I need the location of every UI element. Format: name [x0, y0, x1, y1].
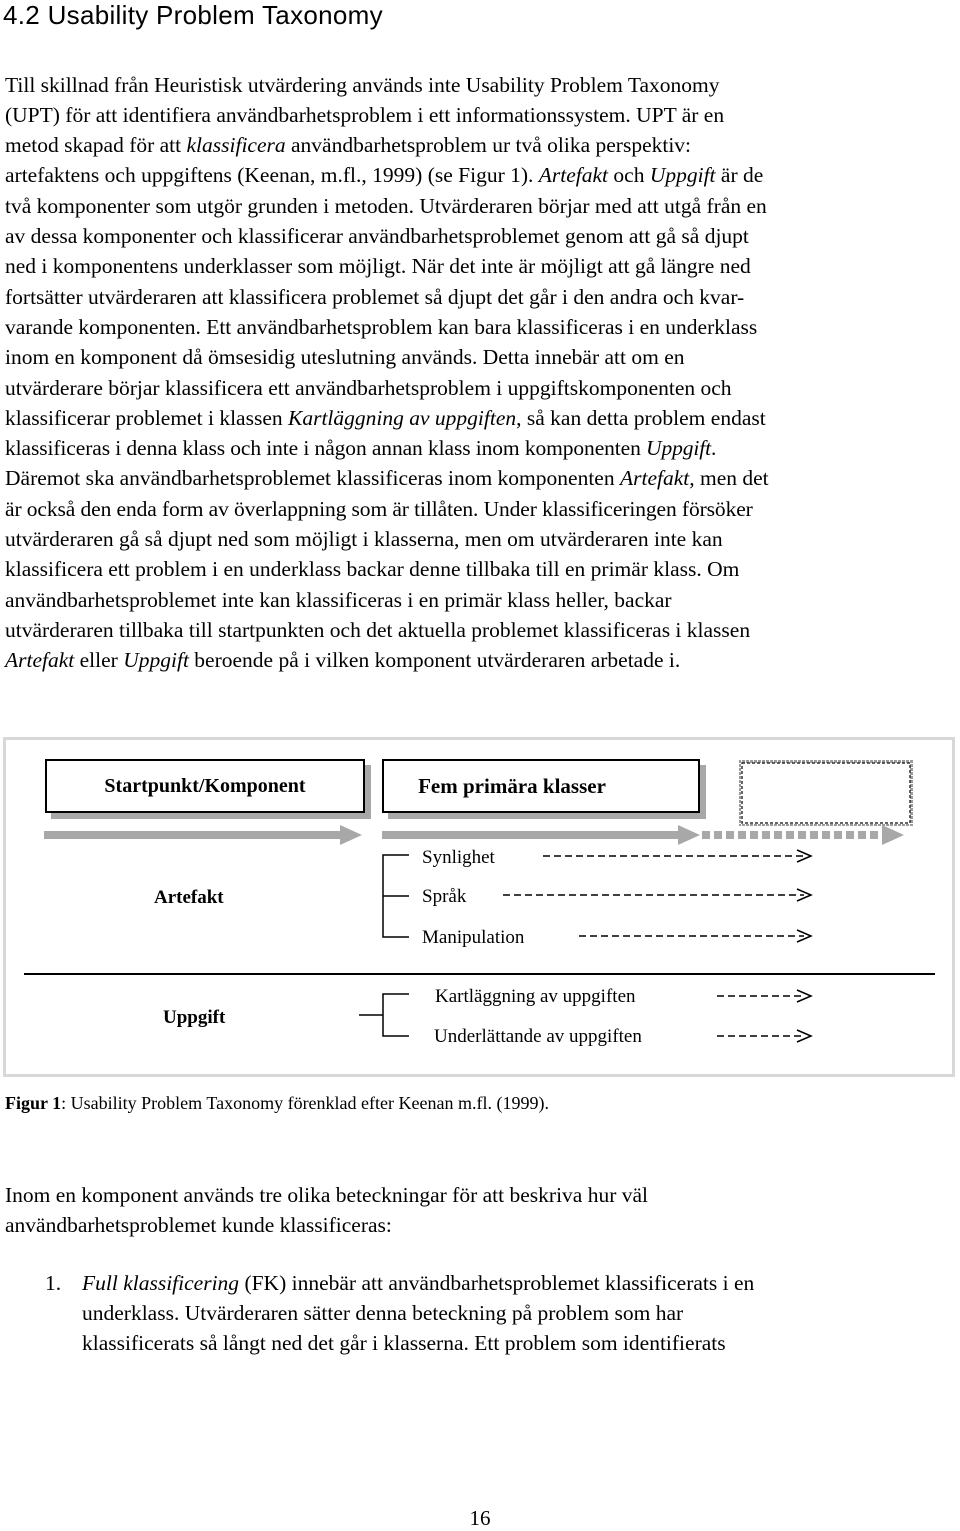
text-line: Däremot ska användbarhetsproblemet klassificeras inom komponenten Artefakt, men det [5, 466, 769, 490]
class-label: Synlighet [422, 847, 495, 868]
text-line: är också den enda form av överlappning som är tillåten. Under klassificeringen försöker [5, 497, 753, 521]
primary-classes-label: Fem primära klasser [418, 773, 606, 798]
text-line: metod skapad för att klassificera användbarhetsproblem ur två olika perspektiv: [5, 133, 692, 157]
list-item-line: underklass. Utvärderaren sätter denna beteckning på problem som har [82, 1301, 684, 1325]
section-heading: 4.2 Usability Problem Taxonomy [3, 0, 383, 30]
artefakt-branch-lines [383, 855, 409, 937]
artefakt-label: Artefakt [154, 887, 224, 908]
text-line: klassificeras i denna klass och inte i någon annan klass inom komponenten Uppgift. [5, 436, 717, 460]
start-component-box [45, 759, 365, 813]
class-label: Språk [422, 886, 467, 907]
text-line: klassificera ett problem i en underklass backar denne tillbaka till en primär klass. Om [5, 557, 740, 581]
dashed-arrows [503, 850, 811, 1042]
list-item-line: klassificerats så långt ned det går i klasserna. Ett problem som identifierats [82, 1331, 726, 1355]
text-line: användbarhetsproblemet inte kan klassificeras i en primär klass heller, backar [5, 588, 672, 612]
uppgift-label: Uppgift [163, 1007, 226, 1028]
text-line: fortsätter utvärderaren att klassificera problemet så djupt det går i den andra och kvar- [5, 285, 745, 309]
text-line: Till skillnad från Heuristisk utvärdering används inte Usability Problem Taxonomy [5, 73, 720, 97]
text-line: inom en komponent då ömsesidig uteslutning används. Detta innebär att om en [5, 345, 685, 369]
class-label: Manipulation [422, 927, 525, 948]
list-item-line: Full klassificering (FK) innebär att användbarhetsproblemet klassificerats i en [82, 1271, 755, 1295]
flow-arrow-3 [702, 825, 904, 845]
uppgift-branch-lines [359, 994, 409, 1036]
dotted-subclass-box [739, 760, 913, 826]
start-component-label: Startpunkt/Komponent [104, 774, 306, 797]
text-line: användbarhetsproblemet kunde klassificeras: [5, 1213, 392, 1237]
text-line: Artefakt eller Uppgift beroende på i vilken komponent utvärderaren arbetade i. [5, 648, 681, 672]
text-line: utvärderaren gå så djupt ned som möjligt i klasserna, men om utvärderaren inte kan [5, 527, 723, 551]
caption-label: Figur 1 [5, 1093, 62, 1113]
text-line: två komponenter som utgör grunden i metoden. Utvärderaren börjar med att utgå från en [5, 194, 767, 218]
text-line: klassificerar problemet i klassen Kartläggning av uppgiften, så kan detta problem endast [5, 406, 766, 430]
text-line: ned i komponentens underklasser som möjligt. När det inte är möjligt att gå längre ned [5, 254, 751, 278]
flow-arrow-1 [44, 825, 362, 845]
text-line: av dessa komponenter och klassificerar användbarhetsproblemet genom att gå så djupt [5, 224, 749, 248]
figure-caption [5, 1093, 549, 1114]
class-label: Underlättande av uppgiften [434, 1026, 642, 1047]
list-number: 1. [45, 1271, 62, 1295]
text-line: utvärderaren tillbaka till startpunkten och det aktuella problemet klassificeras i klassen [5, 618, 751, 642]
text-line: varande komponenten. Ett användbarhetsproblem kan bara klassificeras i en underklass [5, 315, 758, 339]
caption-text: : Usability Problem Taxonomy förenklad efter Keenan m.fl. (1999). [61, 1093, 549, 1113]
figure-frame [3, 737, 955, 1077]
text-line: utvärderare börjar klassificera ett användbarhetsproblem i uppgiftskomponenten och [5, 376, 732, 400]
primary-classes-box [382, 759, 700, 813]
text-line: artefaktens och uppgiftens (Keenan, m.fl., 1999) (se Figur 1). Artefakt och Uppgift är de [5, 163, 764, 187]
class-label: Kartläggning av uppgiften [435, 986, 636, 1007]
text-line: Inom en komponent används tre olika beteckningar för att beskriva hur väl [5, 1183, 649, 1207]
text-line: (UPT) för att identifiera användbarhetsproblem i ett informationssystem. UPT är en [5, 103, 725, 127]
flow-arrow-2 [382, 825, 700, 845]
figure-canvas [6, 740, 952, 1074]
page-number: 16 [469, 1506, 491, 1530]
